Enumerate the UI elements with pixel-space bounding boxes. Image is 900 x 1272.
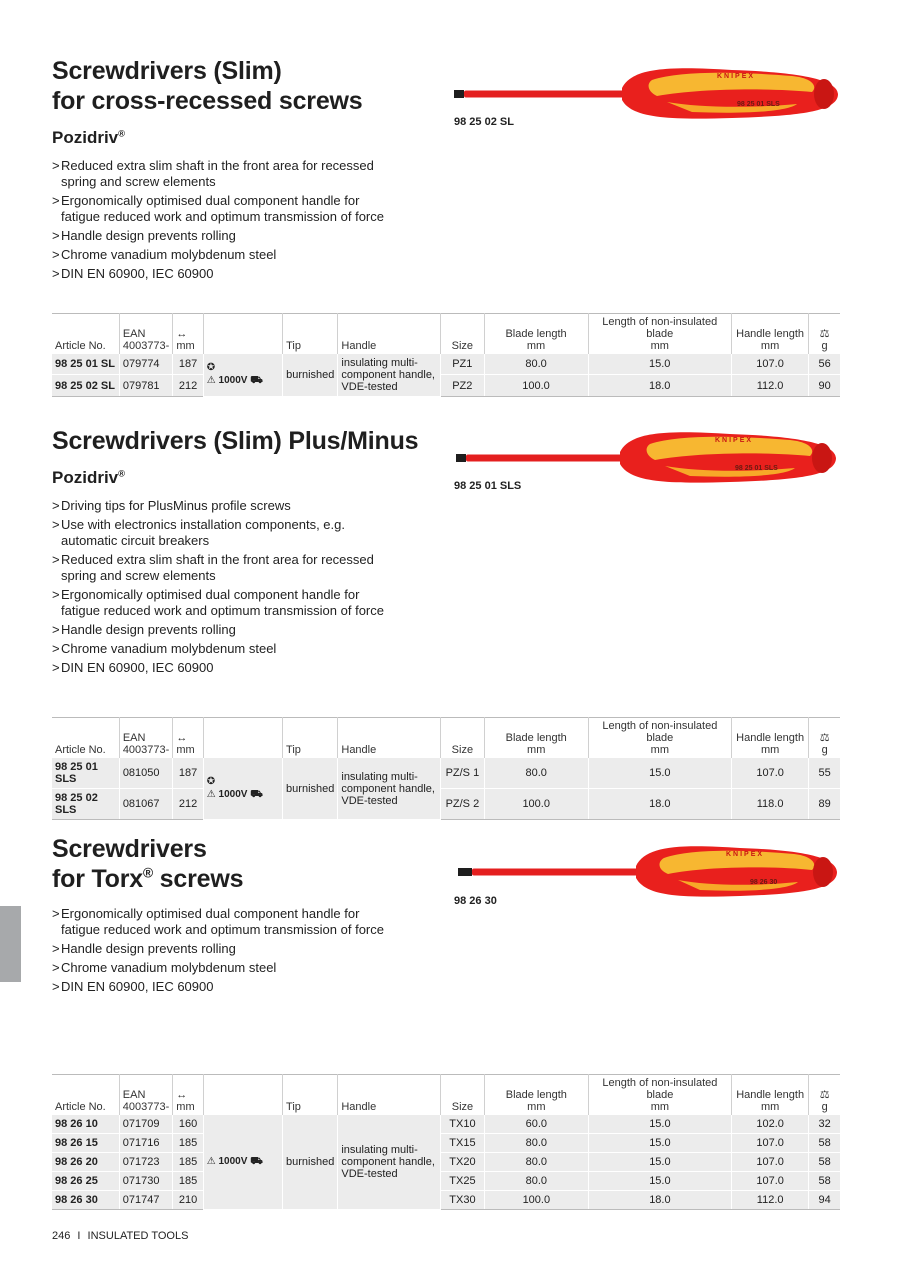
- cell-ean: 081067: [119, 789, 173, 820]
- col-handle: Handle: [338, 718, 441, 759]
- cell-size: TX30: [441, 1191, 485, 1210]
- cell-weight: 55: [809, 758, 840, 789]
- cell-noninsulated: 18.0: [588, 789, 731, 820]
- length-arrow-icon: ↔: [176, 732, 188, 744]
- ean-label: EAN: [122, 328, 146, 340]
- table-row: [52, 1134, 840, 1153]
- cell-mm: 212: [173, 375, 203, 397]
- col-noninsulated: [588, 314, 731, 355]
- registered-mark: ®: [118, 128, 126, 139]
- table-header-row: [52, 314, 840, 355]
- col-size: Size: [441, 314, 484, 355]
- feature-item: > Ergonomically optimised dual component handle for fatigue reduced work and optimum transmission of force: [52, 906, 402, 938]
- title-line-1: Screwdrivers (Slim): [52, 57, 282, 85]
- col-handle-length: [731, 314, 808, 355]
- ean-prefix: 4003773-: [122, 1101, 170, 1113]
- feature-item: > Chrome vanadium molybdenum steel: [52, 247, 402, 263]
- handle-end-cap: [812, 443, 832, 473]
- col-tip: Tip: [283, 718, 338, 759]
- weight-unit: g: [821, 1101, 828, 1113]
- scale-icon: ⚖: [819, 732, 830, 744]
- scale-icon: ⚖: [819, 1089, 830, 1101]
- cell-size: TX25: [441, 1172, 485, 1191]
- registered-mark: ®: [143, 865, 153, 881]
- spec-table: [52, 717, 840, 820]
- length-unit: mm: [176, 744, 195, 756]
- title-line-1: Screwdrivers (Slim) Plus/Minus: [52, 427, 419, 455]
- weight-unit: g: [821, 744, 828, 756]
- cell-weight: 94: [809, 1191, 840, 1210]
- cell-blade: 80.0: [484, 1153, 588, 1172]
- cell-ean: 071709: [119, 1115, 173, 1134]
- cell-mm: 185: [173, 1172, 203, 1191]
- feature-item: > Handle design prevents rolling: [52, 941, 402, 957]
- length-arrow-icon: ↔: [176, 328, 188, 340]
- screwdriver-tip: [456, 454, 466, 462]
- cell-blade: 80.0: [484, 758, 588, 789]
- blade-unit: mm: [527, 1101, 546, 1113]
- col-weight: [809, 1075, 840, 1116]
- col-size: Size: [441, 718, 485, 759]
- handle-len-unit: mm: [760, 340, 780, 352]
- cell-tip: burnished: [283, 758, 338, 820]
- table-row: [52, 354, 840, 375]
- feature-list: [52, 498, 402, 676]
- cell-weight: 58: [809, 1134, 840, 1153]
- cell-ean: 071747: [119, 1191, 173, 1210]
- blade-label: Blade length: [505, 1089, 567, 1101]
- cell-weight: 90: [809, 375, 840, 397]
- cell-weight: 58: [809, 1153, 840, 1172]
- insulation-triangle-icon: ⚠: [206, 1155, 216, 1167]
- cell-handle-length: 107.0: [732, 1134, 809, 1153]
- handle-print: 98 25 01 SLS: [737, 101, 780, 108]
- cell-blade: 100.0: [484, 1191, 588, 1210]
- brand-print: KNIPEX: [715, 437, 754, 444]
- table-header-row: [52, 718, 840, 759]
- cell-article: 98 25 01 SL: [52, 354, 119, 375]
- feature-item: > Reduced extra slim shaft in the front area for recessed spring and screw elements: [52, 158, 402, 190]
- cell-size: TX20: [441, 1153, 485, 1172]
- col-noninsulated: [588, 718, 731, 759]
- cell-handle-length: 118.0: [731, 789, 808, 820]
- col-symbols: [203, 1075, 282, 1116]
- ean-prefix: 4003773-: [122, 340, 170, 352]
- ean-label: EAN: [122, 732, 146, 744]
- screwdriver-shaft: [464, 91, 624, 98]
- col-weight: [809, 314, 840, 355]
- cell-symbols: [203, 354, 282, 397]
- feature-list: [52, 158, 402, 282]
- table-row: [52, 1115, 840, 1134]
- length-unit: mm: [176, 1101, 195, 1113]
- cell-mm: 212: [173, 789, 203, 820]
- cell-mm: 185: [173, 1134, 203, 1153]
- noninsulated-unit: mm: [650, 340, 669, 352]
- col-article: Article No.: [52, 1075, 119, 1116]
- handle-len-label: Handle length: [736, 328, 805, 340]
- feature-item: > Chrome vanadium molybdenum steel: [52, 641, 402, 657]
- col-noninsulated: [588, 1075, 731, 1116]
- cell-blade: 100.0: [484, 789, 588, 820]
- cell-blade: 80.0: [484, 1134, 588, 1153]
- product-caption: 98 25 01 SLS: [454, 480, 522, 492]
- screwdriver-tip: [454, 90, 464, 98]
- vde-voltage: 1000V: [218, 1155, 248, 1167]
- pozidriv-icon: ✪: [206, 775, 216, 787]
- cell-blade: 80.0: [484, 1172, 588, 1191]
- product-image-screwdriver: [452, 62, 852, 142]
- cell-handle-length: 107.0: [731, 758, 808, 789]
- col-size: Size: [441, 1075, 485, 1116]
- product-image-screwdriver: [452, 426, 852, 506]
- col-length: [173, 718, 203, 759]
- screwdriver-illustration: [452, 840, 852, 910]
- gs-test-icon: ⛟: [250, 788, 263, 800]
- subtitle-text: Pozidriv: [52, 468, 119, 487]
- cell-handle-length: 107.0: [732, 1153, 809, 1172]
- gs-test-icon: ⛟: [250, 375, 263, 386]
- col-blade-length: [484, 1075, 588, 1116]
- cell-article: 98 26 20: [52, 1153, 119, 1172]
- cell-ean: 079774: [119, 354, 173, 375]
- spec-table: [52, 1074, 840, 1210]
- table-row: [52, 1153, 840, 1172]
- cell-mm: 187: [173, 758, 203, 789]
- subtitle-text: Pozidriv: [52, 128, 119, 147]
- col-handle: Handle: [338, 1075, 441, 1116]
- table-row: [52, 789, 840, 820]
- col-blade-length: [484, 718, 588, 759]
- col-length: [173, 314, 203, 355]
- cell-noninsulated: 18.0: [588, 1191, 731, 1210]
- vde-symbols: [207, 776, 279, 801]
- feature-item: > DIN EN 60900, IEC 60900: [52, 266, 402, 282]
- cell-mm: 185: [173, 1153, 203, 1172]
- cell-ean: 071730: [119, 1172, 173, 1191]
- feature-item: > DIN EN 60900, IEC 60900: [52, 660, 402, 676]
- ean-prefix: 4003773-: [122, 744, 170, 756]
- insulation-triangle-icon: ⚠: [206, 375, 216, 386]
- vde-symbols: [207, 1156, 279, 1169]
- page-number: 246: [52, 1230, 71, 1242]
- cell-handle-length: 107.0: [732, 1172, 809, 1191]
- cell-weight: 89: [809, 789, 840, 820]
- cell-noninsulated: 15.0: [588, 1134, 731, 1153]
- cell-blade: 80.0: [484, 354, 588, 375]
- table-row: [52, 1191, 840, 1210]
- cell-weight: 56: [809, 354, 840, 375]
- handle-len-unit: mm: [760, 744, 780, 756]
- noninsulated-label: Length of non-insulated blade: [602, 316, 718, 340]
- col-handle-length: [731, 718, 808, 759]
- col-weight: [809, 718, 840, 759]
- handle-len-label: Handle length: [736, 1089, 805, 1101]
- cell-symbols: [203, 758, 282, 820]
- cell-weight: 32: [809, 1115, 840, 1134]
- cell-ean: 071723: [119, 1153, 173, 1172]
- spec-table: [52, 313, 840, 397]
- feature-item: > Handle design prevents rolling: [52, 622, 402, 638]
- col-article: Article No.: [52, 718, 119, 759]
- blade-unit: mm: [526, 340, 546, 352]
- product-caption: 98 25 02 SL: [454, 116, 514, 128]
- cell-noninsulated: 15.0: [588, 1172, 731, 1191]
- cell-size: PZ/S 2: [441, 789, 485, 820]
- table-row: [52, 375, 840, 397]
- gs-test-icon: ⛟: [250, 1155, 263, 1167]
- noninsulated-unit: mm: [650, 744, 669, 756]
- feature-list: [52, 906, 402, 995]
- registered-mark: ®: [118, 468, 126, 479]
- feature-item: > Chrome vanadium molybdenum steel: [52, 960, 402, 976]
- ean-label: EAN: [122, 1089, 146, 1101]
- noninsulated-label: Length of non-insulated blade: [602, 720, 718, 744]
- cell-mm: 160: [173, 1115, 203, 1134]
- cell-noninsulated: 15.0: [588, 1153, 731, 1172]
- chapter-side-tab: [0, 906, 21, 982]
- table-row: [52, 1172, 840, 1191]
- cell-tip: burnished: [283, 1115, 338, 1210]
- col-tip: Tip: [283, 314, 338, 355]
- cell-noninsulated: 15.0: [588, 758, 731, 789]
- noninsulated-unit: mm: [650, 1101, 670, 1113]
- length-arrow-icon: ↔: [176, 1089, 188, 1101]
- title-line-2: for cross-recessed screws: [52, 87, 363, 115]
- cell-noninsulated: 15.0: [588, 354, 731, 375]
- cell-article: 98 26 10: [52, 1115, 119, 1134]
- cell-noninsulated: 15.0: [588, 1115, 731, 1134]
- col-length: [173, 1075, 203, 1116]
- col-handle-length: [732, 1075, 809, 1116]
- cell-size: PZ/S 1: [441, 758, 485, 789]
- blade-label: Blade length: [505, 328, 567, 340]
- col-article: Article No.: [52, 314, 119, 355]
- brand-print: KNIPEX: [726, 851, 765, 858]
- handle-print: 98 26 30: [750, 879, 778, 886]
- blade-unit: mm: [527, 744, 546, 756]
- cell-ean: 081050: [119, 758, 173, 789]
- footer-separator: I: [77, 1230, 81, 1242]
- weight-unit: g: [821, 340, 828, 352]
- cell-size: TX10: [441, 1115, 485, 1134]
- product-image-screwdriver: [452, 840, 852, 920]
- screwdriver-shaft: [466, 455, 622, 462]
- cell-blade: 100.0: [484, 375, 588, 397]
- cell-article: 98 26 25: [52, 1172, 119, 1191]
- handle-end-cap: [813, 857, 833, 887]
- blade-label: Blade length: [505, 732, 567, 744]
- col-handle: Handle: [338, 314, 441, 355]
- title-line-2: for Torx: [52, 865, 143, 893]
- col-ean: [119, 314, 173, 355]
- cell-size: PZ1: [441, 354, 484, 375]
- screwdriver-tip: [458, 868, 472, 876]
- feature-item: > DIN EN 60900, IEC 60900: [52, 979, 402, 995]
- cell-tip: burnished: [283, 354, 338, 397]
- insulation-triangle-icon: ⚠: [206, 788, 216, 800]
- cell-handle-length: 102.0: [732, 1115, 809, 1134]
- pozidriv-icon: ✪: [206, 362, 216, 374]
- cell-handle-length: 112.0: [732, 1191, 809, 1210]
- cell-ean: 071716: [119, 1134, 173, 1153]
- table-row: [52, 758, 840, 789]
- cell-mm: 210: [173, 1191, 203, 1210]
- table-header-row: [52, 1075, 840, 1116]
- handle-len-unit: mm: [760, 1101, 780, 1113]
- feature-item: > Handle design prevents rolling: [52, 228, 402, 244]
- cell-mm: 187: [173, 354, 203, 375]
- screwdriver-shaft: [472, 869, 640, 876]
- length-unit: mm: [176, 340, 195, 352]
- col-symbols: [203, 718, 282, 759]
- product-caption: 98 26 30: [454, 895, 497, 907]
- feature-item: > Use with electronics installation components, e.g. automatic circuit breakers: [52, 517, 402, 549]
- cell-symbols: [203, 1115, 282, 1210]
- cell-article: 98 26 15: [52, 1134, 119, 1153]
- handle-print: 98 25 01 SLS: [735, 465, 778, 472]
- cell-handle: insulating multi-component handle, VDE-tested: [338, 758, 441, 820]
- cell-weight: 58: [809, 1172, 840, 1191]
- feature-item: > Driving tips for PlusMinus profile screws: [52, 498, 402, 514]
- cell-handle: insulating multi-component handle, VDE-tested: [338, 1115, 441, 1210]
- col-tip: Tip: [283, 1075, 338, 1116]
- handle-len-label: Handle length: [736, 732, 805, 744]
- cell-article: 98 25 02 SL: [52, 375, 119, 397]
- title-line-1: Screwdrivers: [52, 835, 207, 863]
- brand-print: KNIPEX: [717, 73, 756, 80]
- vde-voltage: 1000V: [218, 375, 248, 386]
- feature-item: > Ergonomically optimised dual component handle for fatigue reduced work and optimum transmission of force: [52, 193, 402, 225]
- cell-handle: insulating multi-component handle, VDE-tested: [338, 354, 441, 397]
- col-ean: [119, 718, 173, 759]
- cell-noninsulated: 18.0: [588, 375, 731, 397]
- col-symbols: [203, 314, 282, 355]
- cell-article: 98 26 30: [52, 1191, 119, 1210]
- cell-size: PZ2: [441, 375, 484, 397]
- feature-item: > Reduced extra slim shaft in the front area for recessed spring and screw elements: [52, 552, 402, 584]
- vde-symbols: [207, 362, 279, 387]
- scale-icon: ⚖: [819, 328, 830, 340]
- feature-item: > Ergonomically optimised dual component handle for fatigue reduced work and optimum transmission of force: [52, 587, 402, 619]
- handle-end-cap: [814, 79, 834, 109]
- vde-voltage: 1000V: [218, 788, 248, 800]
- noninsulated-label: Length of non-insulated blade: [602, 1077, 718, 1101]
- cell-article: 98 25 01 SLS: [52, 758, 119, 789]
- col-blade-length: [484, 314, 588, 355]
- cell-ean: 079781: [119, 375, 173, 397]
- cell-blade: 60.0: [484, 1115, 588, 1134]
- title-line-2-suffix: screws: [152, 865, 244, 893]
- page-footer: [52, 1230, 188, 1242]
- col-ean: [119, 1075, 173, 1116]
- cell-size: TX15: [441, 1134, 485, 1153]
- cell-article: 98 25 02 SLS: [52, 789, 119, 820]
- footer-section-name: INSULATED TOOLS: [87, 1230, 189, 1242]
- cell-handle-length: 107.0: [731, 354, 808, 375]
- cell-handle-length: 112.0: [731, 375, 808, 397]
